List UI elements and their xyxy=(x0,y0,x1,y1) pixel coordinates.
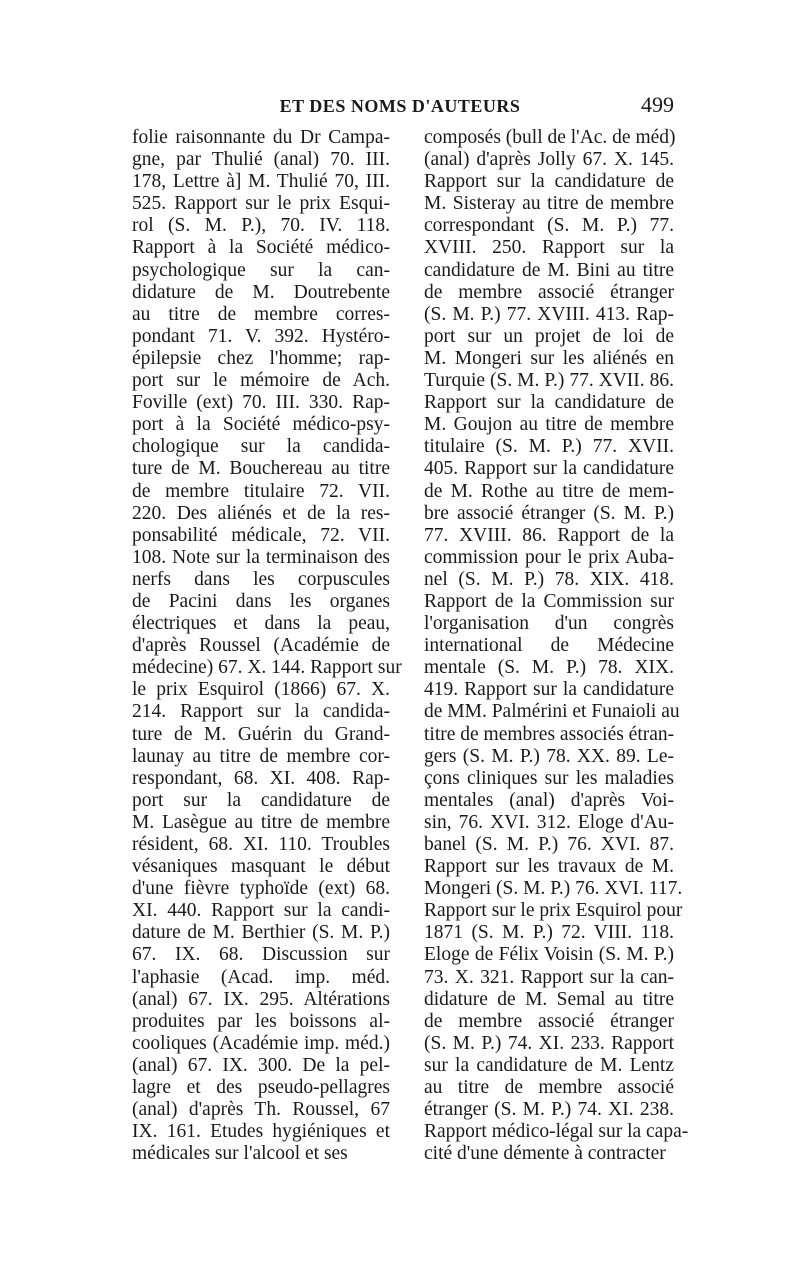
text-line: nerfs dans les corpuscules xyxy=(132,568,390,590)
page-number: 499 xyxy=(641,92,674,117)
text-line: de M. Rothe au titre de mem- xyxy=(424,480,674,502)
text-line: mentales (anal) d'après Voi- xyxy=(424,789,674,811)
text-line: port sur un projet de loi de xyxy=(424,325,674,347)
text-line: (S. M. P.) 77. XVIII. 413. Rap- xyxy=(424,303,674,325)
text-line: Turquie (S. M. P.) 77. XVII. 86. xyxy=(424,370,674,392)
text-line: ture de M. Guérin du Grand- xyxy=(132,723,390,745)
text-line: dature de M. Berthier (S. M. P.) xyxy=(132,922,390,944)
text-line: Rapport sur la candidature de xyxy=(424,392,674,414)
text-line: 214. Rapport sur la candida- xyxy=(132,701,390,723)
text-line: médicales sur l'alcool et ses xyxy=(132,1143,348,1165)
text-line: commission pour le prix Auba- xyxy=(424,546,674,568)
text-line: mentale (S. M. P.) 78. XIX. xyxy=(424,657,674,679)
text-line: de membre associé étranger xyxy=(424,1010,674,1032)
text-line: psychologique sur la can- xyxy=(132,259,390,281)
text-line: d'une fièvre typhoïde (ext) 68. xyxy=(132,878,390,900)
text-line: çons cliniques sur les maladies xyxy=(424,767,674,789)
text-line: (S. M. P.) 74. XI. 233. Rapport xyxy=(424,1032,674,1054)
text-line: titulaire (S. M. P.) 77. XVII. xyxy=(424,436,674,458)
text-line: M. Lasègue au titre de membre xyxy=(132,811,390,833)
text-line: de MM. Palmérini et Funaioli au xyxy=(424,701,680,723)
text-line: gne, par Thulié (anal) 70. III. xyxy=(132,149,390,171)
text-line: résident, 68. XI. 110. Troubles xyxy=(132,834,390,855)
right-text-column xyxy=(424,127,689,1165)
text-line: XI. 440. Rapport sur la candi- xyxy=(132,900,390,922)
text-line: XVIII. 250. Rapport sur la xyxy=(424,237,674,259)
text-line: composés (bull de l'Ac. de méd) xyxy=(424,127,676,148)
text-line: 178, Lettre à] M. Thulié 70, III. xyxy=(132,171,390,193)
text-line: folie raisonnante du Dr Campa- xyxy=(132,127,390,148)
text-line: (anal) 67. IX. 295. Altérations xyxy=(132,988,390,1010)
text-line: banel (S. M. P.) 76. XVI. 87. xyxy=(424,834,674,855)
text-line: correspondant (S. M. P.) 77. xyxy=(424,215,674,237)
text-line: didature de M. Doutrebente xyxy=(132,281,390,303)
text-line: rol (S. M. P.), 70. IV. 118. xyxy=(132,215,390,237)
text-line: épilepsie chez l'homme; rap- xyxy=(132,347,390,369)
text-line: Mongeri (S. M. P.) 76. XVI. 117. xyxy=(424,878,683,900)
text-line: 1871 (S. M. P.) 72. VIII. 118. xyxy=(424,922,674,944)
text-line: au titre de membre corres- xyxy=(132,303,390,325)
text-line: (anal) 67. IX. 300. De la pel- xyxy=(132,1054,390,1076)
text-line: nel (S. M. P.) 78. XIX. 418. xyxy=(424,568,674,590)
text-line: M. Mongeri sur les aliénés en xyxy=(424,347,674,369)
text-line: sur la candidature de M. Lentz xyxy=(424,1054,674,1076)
text-line: 405. Rapport sur la candidature xyxy=(424,458,674,480)
text-line: Rapport de la Commission sur xyxy=(424,590,674,612)
text-line: M. Sisteray au titre de membre xyxy=(424,193,674,215)
text-line: IX. 161. Etudes hygiéniques et xyxy=(132,1121,390,1143)
text-line: 73. X. 321. Rapport sur la can- xyxy=(424,966,674,988)
text-line: Rapport sur les travaux de M. xyxy=(424,856,674,878)
text-line: 419. Rapport sur la candidature xyxy=(424,679,674,701)
text-line: port sur le mémoire de Ach. xyxy=(132,370,390,392)
text-line: produites par les boissons al- xyxy=(132,1010,390,1032)
text-line: launay au titre de membre cor- xyxy=(132,745,390,767)
text-line: ture de M. Bouchereau au titre xyxy=(132,458,390,480)
text-line: international de Médecine xyxy=(424,635,674,657)
text-line: chologique sur la candida- xyxy=(132,436,390,458)
text-line: le prix Esquirol (1866) 67. X. xyxy=(132,679,390,701)
text-line: gers (S. M. P.) 78. XX. 89. Le- xyxy=(424,745,674,767)
text-line: de membre associé étranger xyxy=(424,281,674,303)
text-line: 67. IX. 68. Discussion sur xyxy=(132,944,390,966)
text-line: pondant 71. V. 392. Hystéro- xyxy=(132,325,390,347)
text-line: port à la Société médico-psy- xyxy=(132,414,390,436)
text-line: cooliques (Académie imp. méd.) xyxy=(132,1032,390,1054)
text-line: port sur la candidature de xyxy=(132,789,390,811)
text-line: électriques et dans la peau, xyxy=(132,613,390,635)
text-line: lagre et des pseudo-pellagres xyxy=(132,1077,390,1099)
text-line: M. Goujon au titre de membre xyxy=(424,414,674,436)
text-line: l'organisation d'un congrès xyxy=(424,613,674,635)
text-line: Rapport médico-légal sur la capa- xyxy=(424,1121,689,1143)
text-line: 77. XVIII. 86. Rapport de la xyxy=(424,524,674,546)
text-line: de membre titulaire 72. VII. xyxy=(132,480,390,502)
text-line: Rapport sur la candidature de xyxy=(424,171,674,193)
text-line: titre de membres associés étran- xyxy=(424,723,675,745)
text-line: cité d'une démente à contracter xyxy=(424,1143,666,1165)
text-line: didature de M. Semal au titre xyxy=(424,988,674,1010)
text-line: (anal) d'après Th. Roussel, 67 xyxy=(132,1099,390,1121)
left-text-column xyxy=(132,127,402,1165)
text-line: d'après Roussel (Académie de xyxy=(132,635,390,657)
text-line: vésaniques masquant le début xyxy=(132,856,390,878)
text-line: Eloge de Félix Voisin (S. M. P.) xyxy=(424,944,674,966)
text-line: 108. Note sur la terminaison des xyxy=(132,546,390,568)
text-line: Rapport à la Société médico- xyxy=(132,237,390,259)
running-header: ET DES NOMS D'AUTEURS xyxy=(279,96,521,116)
text-line: (anal) d'après Jolly 67. X. 145. xyxy=(424,149,674,171)
text-line: respondant, 68. XI. 408. Rap- xyxy=(132,767,390,789)
text-line: sin, 76. XVI. 312. Eloge d'Au- xyxy=(424,811,674,833)
text-line: au titre de membre associé xyxy=(424,1077,674,1099)
text-line: candidature de M. Bini au titre xyxy=(424,259,674,281)
text-line: bre associé étranger (S. M. P.) xyxy=(424,502,674,524)
text-line: l'aphasie (Acad. imp. méd. xyxy=(132,966,390,988)
text-line: Foville (ext) 70. III. 330. Rap- xyxy=(132,392,390,414)
text-line: Rapport sur le prix Esquirol pour xyxy=(424,900,683,922)
text-line: 525. Rapport sur le prix Esqui- xyxy=(132,193,390,215)
text-line: de Pacini dans les organes xyxy=(132,590,390,612)
text-line: ponsabilité médicale, 72. VII. xyxy=(132,524,390,546)
text-line: médecine) 67. X. 144. Rapport sur xyxy=(132,657,402,679)
text-line: étranger (S. M. P.) 74. XI. 238. xyxy=(424,1099,674,1121)
text-line: 220. Des aliénés et de la res- xyxy=(132,502,390,524)
